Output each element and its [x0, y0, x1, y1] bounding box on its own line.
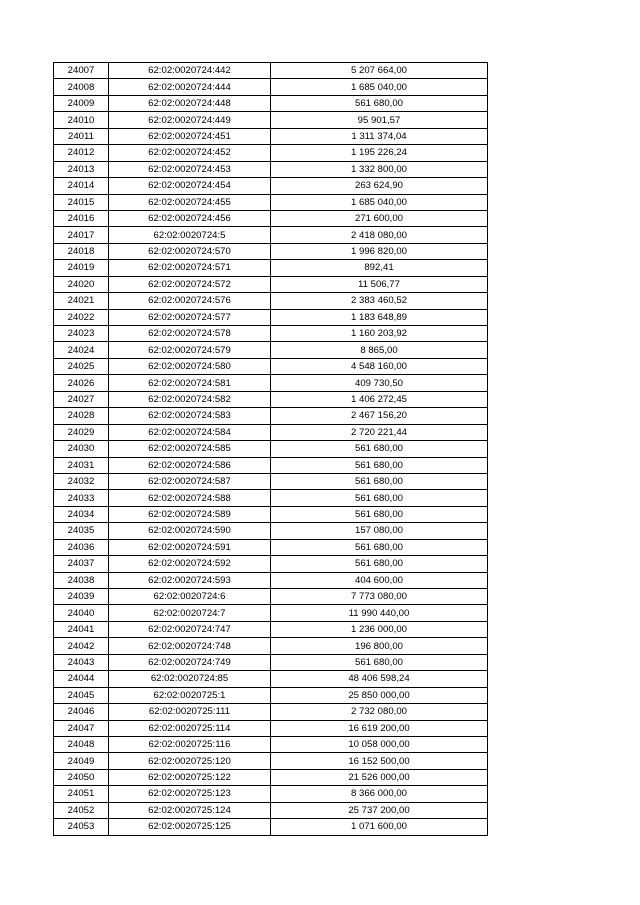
table-row [54, 523, 488, 539]
cadastral-value-cell: 1 406 272,45 [271, 391, 488, 407]
cadastral-number-cell: 62:02:0020725:111 [109, 704, 271, 720]
cadastral-value-cell: 561 680,00 [271, 506, 488, 522]
cadastral-value-cell: 8 865,00 [271, 342, 488, 358]
row-number-cell: 24007 [54, 63, 109, 79]
cadastral-value-cell: 1 236 000,00 [271, 621, 488, 637]
table-row [54, 145, 488, 161]
cadastral-number-cell: 62:02:0020724:444 [109, 79, 271, 95]
table-row [54, 473, 488, 489]
row-number-cell: 24038 [54, 572, 109, 588]
table-row [54, 720, 488, 736]
cadastral-number-cell: 62:02:0020724:442 [109, 63, 271, 79]
cadastral-number-cell: 62:02:0020724:581 [109, 375, 271, 391]
row-number-cell: 24053 [54, 819, 109, 835]
cadastral-value-cell: 25 850 000,00 [271, 687, 488, 703]
cadastral-number-cell: 62:02:0020724:576 [109, 293, 271, 309]
cadastral-number-cell: 62:02:0020724:456 [109, 210, 271, 226]
table-row [54, 802, 488, 818]
row-number-cell: 24036 [54, 539, 109, 555]
cadastral-number-cell: 62:02:0020724:571 [109, 260, 271, 276]
cadastral-value-cell: 2 383 460,52 [271, 293, 488, 309]
cadastral-value-cell: 271 600,00 [271, 210, 488, 226]
row-number-cell: 24051 [54, 786, 109, 802]
cadastral-value-cell: 1 195 226,24 [271, 145, 488, 161]
row-number-cell: 24050 [54, 769, 109, 785]
table-row [54, 276, 488, 292]
cadastral-value-cell: 10 058 000,00 [271, 736, 488, 752]
row-number-cell: 24021 [54, 293, 109, 309]
cadastral-number-cell: 62:02:0020724:588 [109, 490, 271, 506]
cadastral-value-cell: 157 080,00 [271, 523, 488, 539]
row-number-cell: 24046 [54, 704, 109, 720]
cadastral-value-cell: 11 506,77 [271, 276, 488, 292]
cadastral-value-cell: 5 207 664,00 [271, 63, 488, 79]
table-row [54, 687, 488, 703]
row-number-cell: 24042 [54, 638, 109, 654]
cadastral-value-cell: 1 685 040,00 [271, 194, 488, 210]
row-number-cell: 24028 [54, 408, 109, 424]
table-body [54, 63, 488, 836]
table-row [54, 654, 488, 670]
table-row [54, 556, 488, 572]
table-row [54, 358, 488, 374]
cadastral-value-cell: 7 773 080,00 [271, 589, 488, 605]
table-row [54, 819, 488, 835]
row-number-cell: 24040 [54, 605, 109, 621]
table-row [54, 769, 488, 785]
row-number-cell: 24052 [54, 802, 109, 818]
table-row [54, 638, 488, 654]
row-number-cell: 24045 [54, 687, 109, 703]
cadastral-value-cell: 95 901,57 [271, 112, 488, 128]
cadastral-number-cell: 62:02:0020725:123 [109, 786, 271, 802]
cadastral-value-cell: 16 152 500,00 [271, 753, 488, 769]
cadastral-number-cell: 62:02:0020725:1 [109, 687, 271, 703]
row-number-cell: 24011 [54, 128, 109, 144]
table-row [54, 589, 488, 605]
row-number-cell: 24030 [54, 441, 109, 457]
cadastral-number-cell: 62:02:0020724:579 [109, 342, 271, 358]
row-number-cell: 24035 [54, 523, 109, 539]
row-number-cell: 24037 [54, 556, 109, 572]
cadastral-number-cell: 62:02:0020724:747 [109, 621, 271, 637]
cadastral-number-cell: 62:02:0020724:577 [109, 309, 271, 325]
cadastral-value-cell: 1 996 820,00 [271, 243, 488, 259]
table-row [54, 293, 488, 309]
table-row [54, 621, 488, 637]
row-number-cell: 24047 [54, 720, 109, 736]
cadastral-value-cell: 196 800,00 [271, 638, 488, 654]
table-row [54, 309, 488, 325]
table-row [54, 457, 488, 473]
cadastral-number-cell: 62:02:0020724:593 [109, 572, 271, 588]
row-number-cell: 24020 [54, 276, 109, 292]
cadastral-value-cell: 2 418 080,00 [271, 227, 488, 243]
row-number-cell: 24044 [54, 671, 109, 687]
row-number-cell: 24034 [54, 506, 109, 522]
table-row [54, 178, 488, 194]
cadastral-value-cell: 25 737 200,00 [271, 802, 488, 818]
row-number-cell: 24009 [54, 95, 109, 111]
cadastral-number-cell: 62:02:0020724:592 [109, 556, 271, 572]
row-number-cell: 24012 [54, 145, 109, 161]
cadastral-value-cell: 1 311 374,04 [271, 128, 488, 144]
table-row [54, 753, 488, 769]
cadastral-number-cell: 62:02:0020724:749 [109, 654, 271, 670]
cadastral-number-cell: 62:02:0020724:585 [109, 441, 271, 457]
cadastral-number-cell: 62:02:0020724:580 [109, 358, 271, 374]
row-number-cell: 24016 [54, 210, 109, 226]
cadastral-value-cell: 11 990 440,00 [271, 605, 488, 621]
cadastral-number-cell: 62:02:0020724:454 [109, 178, 271, 194]
cadastral-value-cell: 2 467 156,20 [271, 408, 488, 424]
cadastral-number-cell: 62:02:0020724:6 [109, 589, 271, 605]
cadastral-number-cell: 62:02:0020724:586 [109, 457, 271, 473]
table-row [54, 79, 488, 95]
cadastral-number-cell: 62:02:0020724:584 [109, 424, 271, 440]
cadastral-value-cell: 404 600,00 [271, 572, 488, 588]
row-number-cell: 24033 [54, 490, 109, 506]
table-row [54, 506, 488, 522]
table-row [54, 112, 488, 128]
table-row [54, 342, 488, 358]
cadastral-number-cell: 62:02:0020724:453 [109, 161, 271, 177]
row-number-cell: 24027 [54, 391, 109, 407]
cadastral-value-cell: 561 680,00 [271, 441, 488, 457]
row-number-cell: 24014 [54, 178, 109, 194]
cadastral-number-cell: 62:02:0020724:452 [109, 145, 271, 161]
table-row [54, 63, 488, 79]
cadastral-value-cell: 561 680,00 [271, 556, 488, 572]
cadastral-number-cell: 62:02:0020725:124 [109, 802, 271, 818]
cadastral-number-cell: 62:02:0020724:448 [109, 95, 271, 111]
cadastral-number-cell: 62:02:0020724:587 [109, 473, 271, 489]
cadastral-value-cell: 263 624,90 [271, 178, 488, 194]
row-number-cell: 24049 [54, 753, 109, 769]
row-number-cell: 24031 [54, 457, 109, 473]
cadastral-value-cell: 561 680,00 [271, 490, 488, 506]
table-row [54, 243, 488, 259]
cadastral-number-cell: 62:02:0020724:7 [109, 605, 271, 621]
cadastral-number-cell: 62:02:0020724:572 [109, 276, 271, 292]
row-number-cell: 24008 [54, 79, 109, 95]
table-row [54, 424, 488, 440]
table-row [54, 210, 488, 226]
row-number-cell: 24024 [54, 342, 109, 358]
table-row [54, 161, 488, 177]
cadastral-number-cell: 62:02:0020724:5 [109, 227, 271, 243]
cadastral-number-cell: 62:02:0020724:582 [109, 391, 271, 407]
row-number-cell: 24025 [54, 358, 109, 374]
table-row [54, 736, 488, 752]
row-number-cell: 24039 [54, 589, 109, 605]
row-number-cell: 24010 [54, 112, 109, 128]
cadastral-value-cell: 1 332 800,00 [271, 161, 488, 177]
row-number-cell: 24023 [54, 326, 109, 342]
table-row [54, 260, 488, 276]
row-number-cell: 24017 [54, 227, 109, 243]
cadastral-number-cell: 62:02:0020724:591 [109, 539, 271, 555]
cadastral-value-cell: 21 526 000,00 [271, 769, 488, 785]
table-row [54, 95, 488, 111]
cadastral-value-cell: 1 183 648,89 [271, 309, 488, 325]
cadastral-value-cell: 48 406 598,24 [271, 671, 488, 687]
table-row [54, 326, 488, 342]
cadastral-value-cell: 1 160 203,92 [271, 326, 488, 342]
table-row [54, 194, 488, 210]
cadastral-number-cell: 62:02:0020724:578 [109, 326, 271, 342]
cadastral-value-cell: 561 680,00 [271, 473, 488, 489]
cadastral-number-cell: 62:02:0020724:85 [109, 671, 271, 687]
table-row [54, 490, 488, 506]
row-number-cell: 24029 [54, 424, 109, 440]
cadastral-value-cell: 8 366 000,00 [271, 786, 488, 802]
cadastral-value-cell: 409 730,50 [271, 375, 488, 391]
cadastral-value-cell: 2 732 080,00 [271, 704, 488, 720]
row-number-cell: 24019 [54, 260, 109, 276]
cadastral-value-cell: 561 680,00 [271, 654, 488, 670]
cadastral-number-cell: 62:02:0020725:116 [109, 736, 271, 752]
cadastral-value-cell: 2 720 221,44 [271, 424, 488, 440]
table-row [54, 128, 488, 144]
cadastral-value-cell: 4 548 160,00 [271, 358, 488, 374]
table-row [54, 227, 488, 243]
cadastral-number-cell: 62:02:0020724:455 [109, 194, 271, 210]
row-number-cell: 24018 [54, 243, 109, 259]
cadastral-number-cell: 62:02:0020725:125 [109, 819, 271, 835]
cadastral-number-cell: 62:02:0020725:120 [109, 753, 271, 769]
row-number-cell: 24048 [54, 736, 109, 752]
cadastral-number-cell: 62:02:0020724:583 [109, 408, 271, 424]
cadastral-number-cell: 62:02:0020724:451 [109, 128, 271, 144]
cadastral-number-cell: 62:02:0020724:570 [109, 243, 271, 259]
table-row [54, 441, 488, 457]
cadastral-number-cell: 62:02:0020725:114 [109, 720, 271, 736]
cadastral-number-cell: 62:02:0020725:122 [109, 769, 271, 785]
table-row [54, 572, 488, 588]
row-number-cell: 24041 [54, 621, 109, 637]
table-row [54, 605, 488, 621]
row-number-cell: 24032 [54, 473, 109, 489]
cadastral-value-cell: 892,41 [271, 260, 488, 276]
table-row [54, 539, 488, 555]
cadastral-value-cell: 1 685 040,00 [271, 79, 488, 95]
row-number-cell: 24022 [54, 309, 109, 325]
cadastral-value-cell: 1 071 600,00 [271, 819, 488, 835]
table-row [54, 704, 488, 720]
cadastral-number-cell: 62:02:0020724:449 [109, 112, 271, 128]
row-number-cell: 24043 [54, 654, 109, 670]
cadastral-number-cell: 62:02:0020724:589 [109, 506, 271, 522]
table-row [54, 391, 488, 407]
cadastral-value-cell: 561 680,00 [271, 539, 488, 555]
table-row [54, 375, 488, 391]
table-row [54, 408, 488, 424]
row-number-cell: 24015 [54, 194, 109, 210]
cadastral-value-cell: 561 680,00 [271, 95, 488, 111]
row-number-cell: 24013 [54, 161, 109, 177]
row-number-cell: 24026 [54, 375, 109, 391]
table-row [54, 786, 488, 802]
cadastral-value-table [53, 62, 488, 836]
cadastral-number-cell: 62:02:0020724:748 [109, 638, 271, 654]
cadastral-value-cell: 561 680,00 [271, 457, 488, 473]
cadastral-value-cell: 16 619 200,00 [271, 720, 488, 736]
table-row [54, 671, 488, 687]
cadastral-number-cell: 62:02:0020724:590 [109, 523, 271, 539]
